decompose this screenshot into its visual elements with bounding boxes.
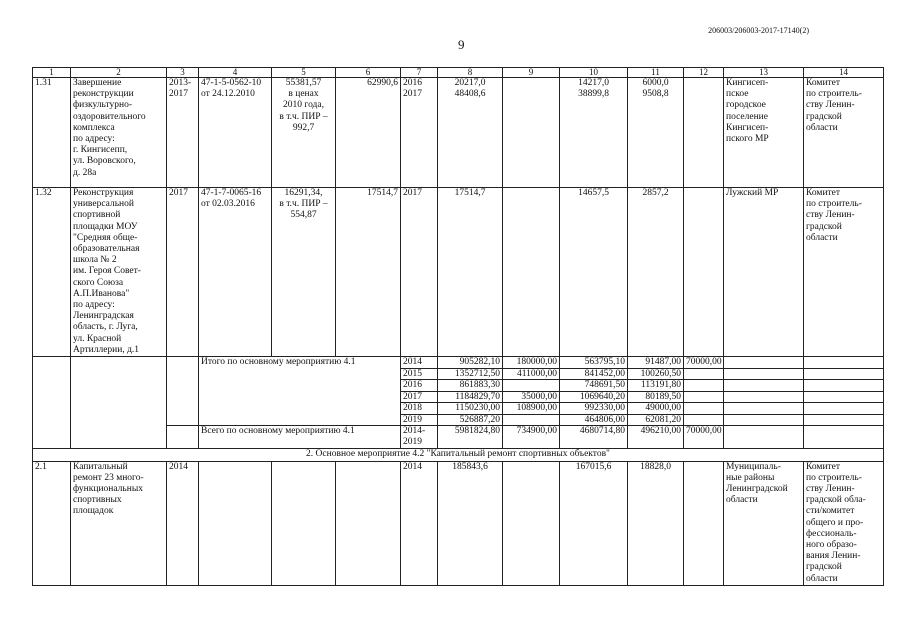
table-row (33, 461, 884, 585)
total-regional: 1069640,20 (560, 391, 628, 403)
grand-total-years: 2014- 2019 (401, 426, 438, 449)
customer: Комитет по строитель- ству Ленин- градской области (804, 188, 884, 357)
document-id: 206003/206003-2017-17140(2) (708, 26, 809, 35)
empty-cell (167, 357, 199, 369)
empty-cell (199, 391, 401, 403)
grand-total-federal: 734900,00 (503, 426, 560, 449)
empty-cell (804, 414, 884, 426)
total-amount: 1184829,70 (438, 391, 503, 403)
totals-label: Итого по основному мероприятию 4.1 (199, 357, 401, 369)
total-regional: 992330,00 (560, 403, 628, 415)
amount-total: 185843,6 (438, 461, 503, 585)
empty-cell (167, 426, 199, 449)
expertise (199, 461, 272, 585)
year: 2014 (401, 461, 438, 585)
amount-regional: 14657,5 (560, 188, 628, 357)
municipality: Лужский МР (724, 188, 804, 357)
grand-total-local: 496210,00 (628, 426, 684, 449)
amount-total: 20217,0 48408,6 (438, 78, 503, 188)
total-other (684, 414, 724, 426)
col-header: 6 (336, 68, 401, 78)
total-local: 91487,00 (628, 357, 684, 369)
total-local: 62081,20 (628, 414, 684, 426)
total-amount: 526887,20 (438, 414, 503, 426)
total-federal (503, 414, 560, 426)
amount-regional: 14217,0 38899,8 (560, 78, 628, 188)
col-header: 12 (684, 68, 724, 78)
amount-other (684, 78, 724, 188)
amount-local: 6000,0 9508,8 (628, 78, 684, 188)
empty-cell (199, 403, 401, 415)
header-row (33, 68, 884, 78)
empty-cell (199, 380, 401, 392)
col-header: 14 (804, 68, 884, 78)
total-federal: 35000,00 (503, 391, 560, 403)
col-header: 8 (438, 68, 503, 78)
expertise: 47-1-5-0562-10 от 24.12.2010 (199, 78, 272, 188)
total-year: 2014 (401, 357, 438, 369)
empty-cell (724, 391, 804, 403)
col-header: 4 (199, 68, 272, 78)
total-local: 49000,00 (628, 403, 684, 415)
empty-cell (33, 357, 71, 449)
amount-federal (503, 461, 560, 585)
total-other (684, 368, 724, 380)
totals-row (33, 357, 884, 369)
section-title: 2. Основное мероприятие 4.2 "Капитальный ремонт спортивных объектов" (33, 449, 884, 461)
empty-cell (199, 414, 401, 426)
amount-regional: 167015,6 (560, 461, 628, 585)
total-other (684, 380, 724, 392)
col-header: 9 (503, 68, 560, 78)
col-header: 2 (71, 68, 167, 78)
total-other (684, 403, 724, 415)
empty-cell (724, 357, 804, 369)
section-row (33, 449, 884, 461)
empty-cell (167, 380, 199, 392)
total-year: 2019 (401, 414, 438, 426)
empty-cell (804, 391, 884, 403)
total-regional: 563795,10 (560, 357, 628, 369)
total-year: 2017 (401, 391, 438, 403)
row-number: 2.1 (33, 461, 71, 585)
grand-total-other: 70000,00 (684, 426, 724, 449)
total-local: 113191,80 (628, 380, 684, 392)
year: 2016 2017 (401, 78, 438, 188)
customer: Комитет по строитель- ству Ленин- градской обла- сти/комитет общего и про- фессиональ- ного образо- вания Ленин- градской области (804, 461, 884, 585)
year: 2017 (401, 188, 438, 357)
municipality: Кингисеп- пское городское поселение Кингисеп- пского МР (724, 78, 804, 188)
col-header: 1 (33, 68, 71, 78)
empty-cell (804, 403, 884, 415)
empty-cell (724, 380, 804, 392)
total-other: 70000,00 (684, 357, 724, 369)
empty-cell (167, 368, 199, 380)
object-name: Капитальный ремонт 23 много- функциональных спортивных площадок (71, 461, 167, 585)
empty-cell (724, 426, 804, 449)
grand-total-amount: 5981824,80 (438, 426, 503, 449)
empty-cell (167, 414, 199, 426)
empty-cell (199, 368, 401, 380)
total-regional: 464806,00 (560, 414, 628, 426)
estimated-cost (272, 461, 336, 585)
customer: Комитет по строитель- ству Ленин- градской области (804, 78, 884, 188)
total-federal: 411000,00 (503, 368, 560, 380)
program-table (32, 67, 884, 586)
total-year: 2016 (401, 380, 438, 392)
empty-cell (804, 380, 884, 392)
empty-cell (167, 391, 199, 403)
col-header: 10 (560, 68, 628, 78)
total-federal: 180000,00 (503, 357, 560, 369)
amount-other (684, 188, 724, 357)
total-amount: 861883,30 (438, 380, 503, 392)
total-regional: 748691,50 (560, 380, 628, 392)
total-cost (336, 461, 401, 585)
total-other (684, 391, 724, 403)
grand-total-regional: 4680714,80 (560, 426, 628, 449)
grand-total-label: Всего по основному мероприятию 4.1 (199, 426, 401, 449)
total-year: 2015 (401, 368, 438, 380)
estimated-cost: 16291,34, в т.ч. ПИР – 554,87 (272, 188, 336, 357)
col-header: 11 (628, 68, 684, 78)
years: 2014 (167, 461, 199, 585)
col-header: 13 (724, 68, 804, 78)
total-amount: 1352712,50 (438, 368, 503, 380)
table-row (33, 78, 884, 188)
table-row (33, 188, 884, 357)
total-federal: 108900,00 (503, 403, 560, 415)
object-name: Завершение реконструкции физкультурно- оздоровительного комплекса по адресу: г. Кингисепп, ул. Воровского, д. 28а (71, 78, 167, 188)
amount-federal (503, 78, 560, 188)
amount-total: 17514,7 (438, 188, 503, 357)
years: 2017 (167, 188, 199, 357)
total-cost: 17514,7 (336, 188, 401, 357)
amount-local: 2857,2 (628, 188, 684, 357)
expertise: 47-1-7-0065-16 от 02.03.2016 (199, 188, 272, 357)
municipality: Муниципаль- ные районы Ленинградской области (724, 461, 804, 585)
total-federal (503, 380, 560, 392)
total-amount: 905282,10 (438, 357, 503, 369)
empty-cell (724, 414, 804, 426)
col-header: 3 (167, 68, 199, 78)
estimated-cost: 55381,57 в ценах 2010 года, в т.ч. ПИР – 992,7 (272, 78, 336, 188)
empty-cell (167, 403, 199, 415)
total-year: 2018 (401, 403, 438, 415)
amount-federal (503, 188, 560, 357)
page-number: 9 (458, 37, 465, 52)
col-header: 7 (401, 68, 438, 78)
total-local: 80189,50 (628, 391, 684, 403)
total-regional: 841452,00 (560, 368, 628, 380)
empty-cell (71, 357, 167, 449)
object-name: Реконструкция универсальной спортивной площадки МОУ "Средняя обще- образовательная школа № 2 им. Героя Совет- ского Союза А.П.Иванова" по адресу: Ленинградская область, г. Луга, ул. Красной Артиллерии, д.1 (71, 188, 167, 357)
empty-cell (724, 403, 804, 415)
col-header: 5 (272, 68, 336, 78)
total-local: 100260,50 (628, 368, 684, 380)
total-amount: 1150230,00 (438, 403, 503, 415)
empty-cell (804, 357, 884, 369)
empty-cell (724, 368, 804, 380)
amount-other (684, 461, 724, 585)
empty-cell (804, 368, 884, 380)
row-number: 1.32 (33, 188, 71, 357)
empty-cell (804, 426, 884, 449)
years: 2013- 2017 (167, 78, 199, 188)
row-number: 1.31 (33, 78, 71, 188)
total-cost: 62990,6 (336, 78, 401, 188)
amount-local: 18828,0 (628, 461, 684, 585)
